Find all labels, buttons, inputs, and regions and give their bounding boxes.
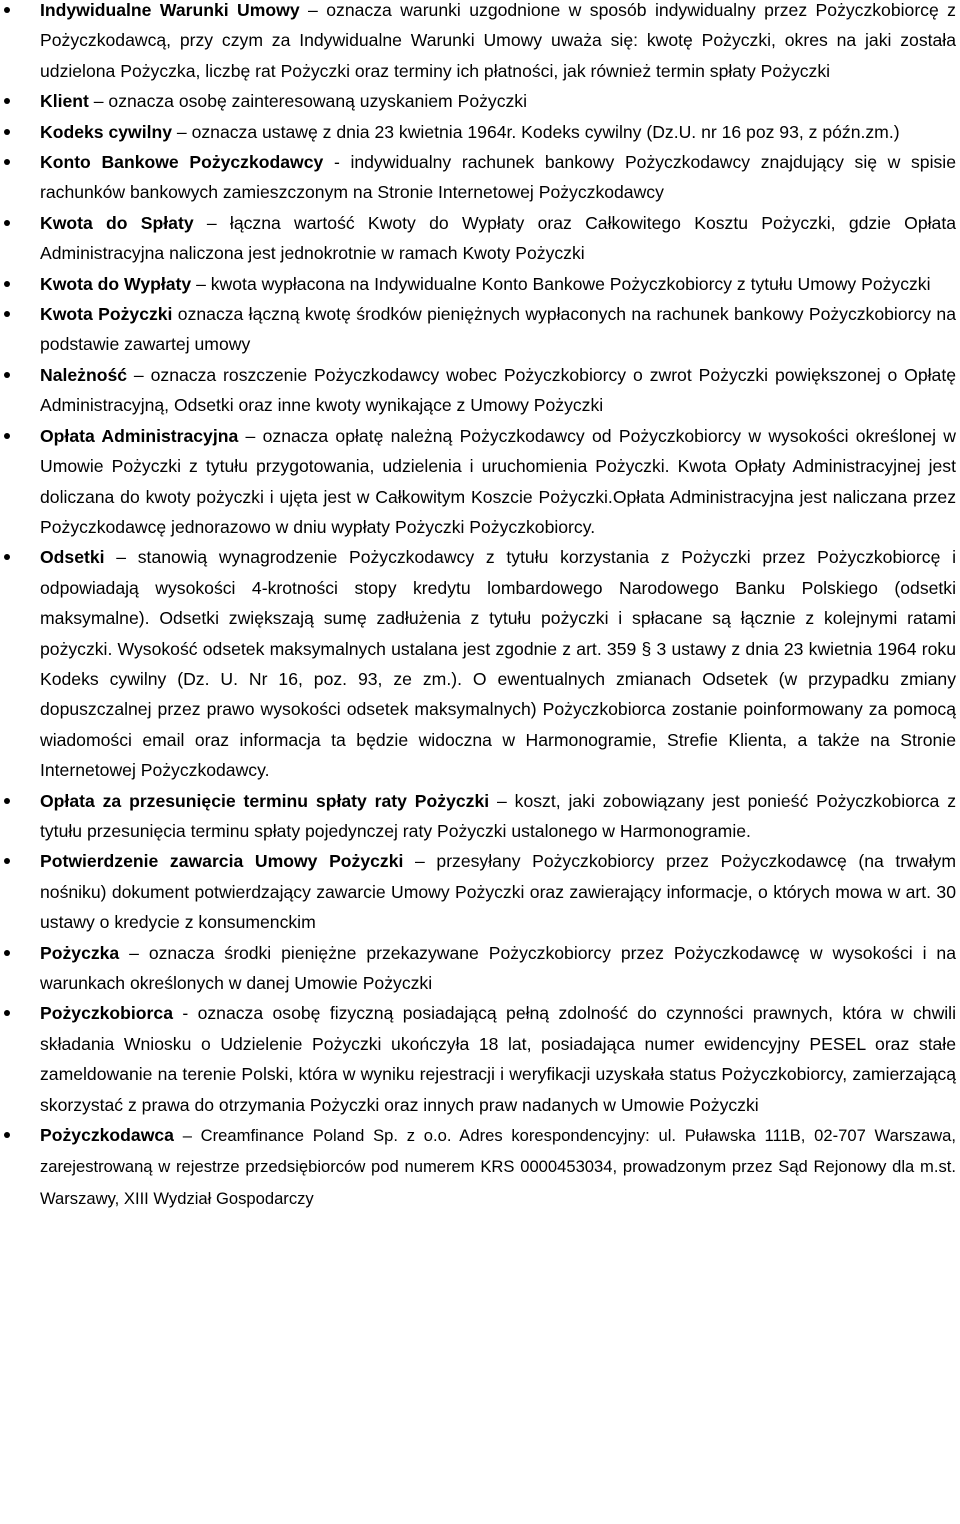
- definition-item: [0, 360, 956, 421]
- definition-text: - oznacza osobę fizyczną posiadającą pełną zdolność do czynności prawnych, która w chwili składania Wniosku o Udzielenie Pożyczki ukończyła 18 lat, posiadająca numer ewidencyjny PESEL oraz stałe zameldowanie na terenie Polski, która w wyniku rejestracji i weryfikacji uzyskała status Pożyczkobiorcy, zamierzającą skorzystać z prawa do otrzymania Pożyczki oraz innych praw nadanych w Umowie Pożyczki: [40, 1003, 956, 1115]
- bullet-icon: [4, 858, 10, 864]
- definition-text: – oznacza warunki uzgodnione w sposób indywidualny przez Pożyczkobiorcę z Pożyczkodawcą, przy czym za Indywidualne Warunki Umowy uważa się: kwotę Pożyczki, okres na jaki została udzielona Pożyczka, liczbę rat Pożyczki oraz terminy ich płatności, jak również termin spłaty Pożyczki: [40, 0, 956, 81]
- definition-text: – oznacza środki pieniężne przekazywane Pożyczkobiorcy przez Pożyczkodawcę w wysokości i na warunkach określonych w danej Umowie Pożyczki: [40, 942, 956, 993]
- bullet-icon: [4, 554, 10, 560]
- definition-item: [0, 542, 956, 785]
- definition-term: Pożyczkodawca: [40, 1125, 174, 1146]
- definition-text: - indywidualny rachunek bankowy Pożyczkodawcy znajdujący się w spisie rachunków bankowych zamieszczonym na Stronie Internetowej Pożyczkodawcy: [40, 152, 956, 203]
- definition-term: Konto Bankowe Pożyczkodawcy: [40, 152, 324, 173]
- definition-item: [0, 299, 956, 360]
- bullet-icon: [4, 129, 10, 135]
- definition-term: Klient: [40, 91, 89, 112]
- definition-item: [0, 117, 956, 147]
- definition-item: [0, 421, 956, 543]
- bullet-icon: [4, 311, 10, 317]
- definition-item: [0, 269, 956, 299]
- definition-term: Potwierdzenie zawarcia Umowy Pożyczki: [40, 851, 404, 872]
- bullet-icon: [4, 98, 10, 104]
- definition-item: [0, 147, 956, 208]
- definition-item: [0, 1120, 956, 1214]
- definition-term: Kwota do Spłaty: [40, 212, 194, 233]
- definition-item: [0, 938, 956, 999]
- definition-text: – łączna wartość Kwoty do Wypłaty oraz Całkowitego Kosztu Pożyczki, gdzie Opłata Administracyjna naliczona jest jednokrotnie w ramach Kwoty Pożyczki: [40, 212, 956, 264]
- definition-term: Kwota Pożyczki: [40, 304, 173, 325]
- definition-text: – kwota wypłacona na Indywidualne Konto Bankowe Pożyczkobiorcy z tytułu Umowy Pożyczki: [191, 273, 931, 294]
- definition-text: – oznacza roszczenie Pożyczkodawcy wobec Pożyczkobiorcy o zwrot Pożyczki powiększonej o Opłatę Administracyjną, Odsetki oraz inne kwoty wynikające z Umowy Pożyczki: [40, 364, 956, 416]
- definition-term: Opłata za przesunięcie terminu spłaty raty Pożyczki: [40, 790, 490, 811]
- definition-text: oznacza łączną kwotę środków pieniężnych wypłaconych na rachunek bankowy Pożyczkobiorcy na podstawie zawartej umowy: [40, 304, 956, 355]
- bullet-icon: [4, 281, 10, 287]
- definition-term: Odsetki: [40, 547, 105, 568]
- definition-item: [0, 786, 956, 847]
- definition-text: – oznacza ustawę z dnia 23 kwietnia 1964r. Kodeks cywilny (Dz.U. nr 16 poz 93, z późn.zm.): [172, 121, 900, 142]
- bullet-icon: [4, 7, 10, 13]
- definition-text: – Creamfinance Poland Sp. z o.o. Adres korespondencyjny: ul. Puławska 111B, 02-707 Warszawa, zarejestrowaną w rejestrze przedsiębiorców pod numerem KRS 0000453034, prowadzonym przez Sąd Rejonowy dla m.st. Warszawy, XIII Wydział Gospodarczy: [40, 1126, 956, 1208]
- definition-text: – stanowią wynagrodzenie Pożyczkodawcy z tytułu korzystania z Pożyczki przez Pożyczkobiorcę i odpowiadają wysokości 4-krotności stopy kredytu lombardowego Narodowego Banku Polskiego (odsetki maksymalne). Odsetki zwiększają sumę zadłużenia z tytułu pożyczki i spłacane są łącznie z kolejnymi ratami pożyczki. Wysokość odsetek maksymalnych ustalana jest zgodnie z art. 359 § 3 ustawy z dnia 23 kwietnia 1964 roku Kodeks cywilny (Dz. U. Nr 16, poz. 93, ze zm.). O ewentualnych zmianach Odsetek (w przypadku zmiany dopuszczalnej przez prawo wysokości odsetek maksymalnych) Pożyczkobiorca zostanie poinformowany za pomocą wiadomości email oraz informacja ta będzie widoczna w Harmonogramie, Strefie Klienta, a także na Stronie Internetowej Pożyczkodawcy.: [40, 547, 956, 781]
- definition-item: [0, 0, 956, 86]
- bullet-icon: [4, 433, 10, 439]
- definition-text: – oznacza osobę zainteresowaną uzyskaniem Pożyczki: [88, 91, 527, 112]
- definition-item: [0, 86, 956, 116]
- bullet-icon: [4, 372, 10, 378]
- bullet-icon: [4, 220, 10, 226]
- definition-term: Kwota do Wypłaty: [40, 273, 192, 294]
- bullet-icon: [4, 1132, 10, 1138]
- bullet-icon: [4, 798, 10, 804]
- definition-term: Pożyczkobiorca: [40, 1003, 173, 1024]
- definition-item: [0, 208, 956, 269]
- definition-item: [0, 846, 956, 937]
- bullet-icon: [4, 950, 10, 956]
- definition-text: – przesyłany Pożyczkobiorcy przez Pożyczkodawcę (na trwałym nośniku) dokument potwierdzający zawarcie Umowy Pożyczki oraz zawierający informacje, o których mowa w art. 30 ustawy o kredycie z konsumenckim: [40, 851, 956, 933]
- definition-term: Opłata Administracyjna: [40, 425, 239, 446]
- definition-term: Pożyczka: [40, 942, 120, 963]
- definition-term: Należność: [40, 364, 128, 385]
- definition-text: – koszt, jaki zobowiązany jest ponieść Pożyczkobiorca z tytułu przesunięcia terminu spłaty pojedynczej raty Pożyczki ustalonego w Harmonogramie.: [40, 790, 956, 841]
- definition-term: Indywidualne Warunki Umowy: [40, 0, 300, 20]
- definition-item: [0, 998, 956, 1120]
- bullet-icon: [4, 1010, 10, 1016]
- bullet-icon: [4, 159, 10, 165]
- definition-text: – oznacza opłatę należną Pożyczkodawcy od Pożyczkobiorcy w wysokości określonej w Umowie Pożyczki z tytułu przygotowania, udzielenia i uruchomienia Pożyczki. Kwota Opłaty Administracyjnej jest doliczana do kwoty pożyczki i ujęta jest w Całkowitym Koszcie Pożyczki.Opłata Administracyjna jest naliczana przez Pożyczkodawcę jednorazowo w dniu wypłaty Pożyczki Pożyczkobiorcy.: [40, 425, 956, 537]
- definition-term: Kodeks cywilny: [40, 121, 173, 142]
